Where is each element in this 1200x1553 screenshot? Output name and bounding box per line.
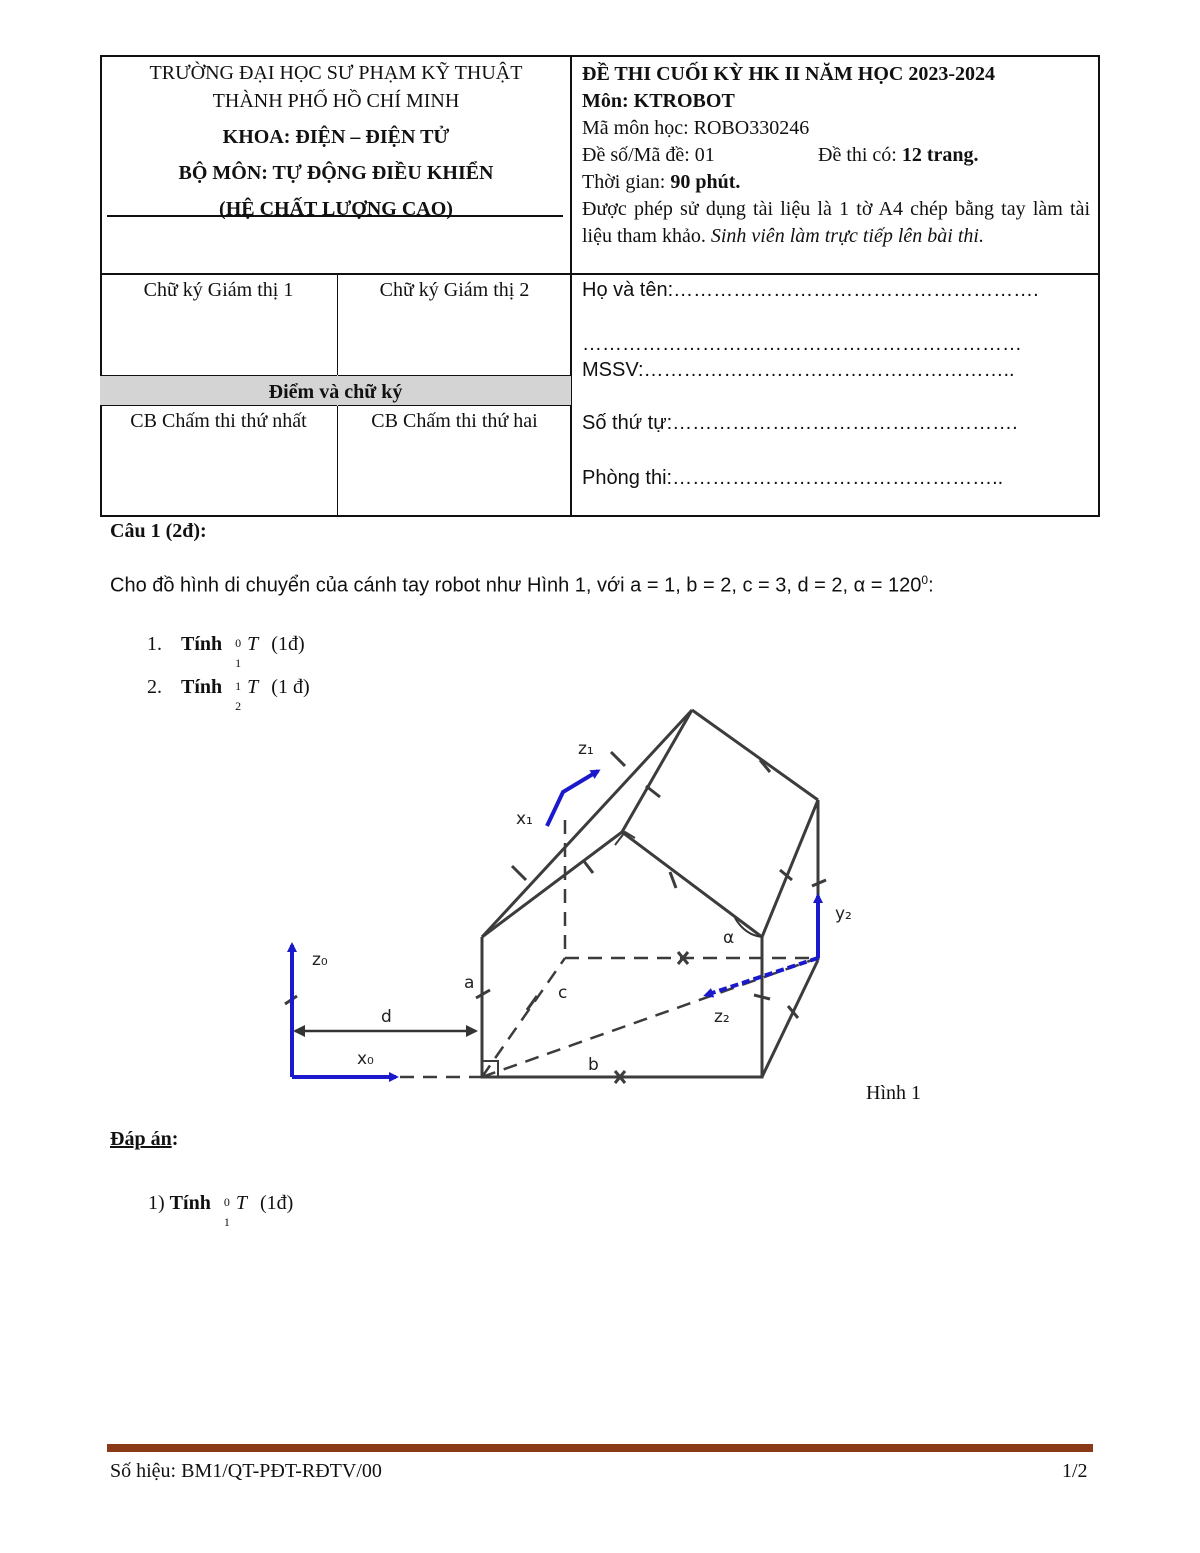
proctor2-label: Chữ ký Giám thị 2 xyxy=(379,279,530,301)
footer-page-number: 1/2 xyxy=(1062,1460,1088,1482)
transform-sup: 0 xyxy=(223,1195,230,1209)
faculty-name: KHOA: ĐIỆN – ĐIỆN TỬ xyxy=(222,126,450,148)
task-points: (1đ) xyxy=(271,633,305,655)
exam-rules: Được phép sử dụng tài liệu là 1 tờ A4 chép bằng tay làm tài liệu tham khảo. xyxy=(582,198,1090,247)
time-label: Thời gian: xyxy=(582,171,666,193)
label-z2: z₂ xyxy=(714,1007,730,1027)
answer-heading xyxy=(110,1128,178,1151)
transform-sub: 1 xyxy=(223,1215,230,1229)
answer-title: Đáp án xyxy=(110,1128,172,1150)
school-name-line1: TRƯỜNG ĐẠI HỌC SƯ PHẠM KỸ THUẬT xyxy=(149,62,523,84)
department-name: BỘ MÔN: TỰ ĐỘNG ĐIỀU KHIỂN xyxy=(178,162,494,184)
question-text-sup: 0 xyxy=(921,573,929,587)
label-d: d xyxy=(381,1007,392,1027)
pages-value: 12 trang. xyxy=(901,144,979,166)
program-name: (HỆ CHẤT LƯỢNG CAO) xyxy=(219,198,453,220)
grader2-label: CB Chấm thi thứ hai xyxy=(371,410,538,432)
transform-symbol: T xyxy=(247,633,259,655)
figure-caption: Hình 1 xyxy=(866,1082,921,1104)
course-code: Mã môn học: ROBO330246 xyxy=(582,117,810,139)
transform-sub: 2 xyxy=(235,699,242,713)
subject: Môn: KTROBOT xyxy=(582,90,735,112)
question-title: Câu 1 (2đ): xyxy=(110,520,207,542)
label-c: c xyxy=(558,983,568,1003)
label-z0: z₀ xyxy=(312,950,328,970)
label-b: b xyxy=(588,1055,599,1075)
label-z1: z₁ xyxy=(578,739,594,759)
answer-colon: : xyxy=(171,1128,179,1150)
frame-dashed-lines xyxy=(400,820,818,1077)
transform-sup: 0 xyxy=(235,636,242,650)
label-x0: x₀ xyxy=(357,1049,374,1069)
student-name-field-2: ………………………………………………………… xyxy=(582,333,1022,355)
exam-rules-italic: Sinh viên làm trực tiếp lên bài thi. xyxy=(710,225,984,247)
transform-symbol: T xyxy=(247,676,259,698)
footer-doc-code: Số hiệu: BM1/QT-PĐT-RĐTV/00 xyxy=(110,1460,382,1482)
label-a: a xyxy=(464,973,475,993)
task-number: 1. xyxy=(147,633,162,655)
score-label: Điểm và chữ ký xyxy=(268,381,403,403)
proctor1-label: Chữ ký Giám thị 1 xyxy=(143,279,294,301)
student-id-field: MSSV:……………………………………………….. xyxy=(582,359,1015,381)
answer-points: (1đ) xyxy=(259,1192,294,1214)
label-alpha: α xyxy=(723,928,735,948)
answer-number: 1) xyxy=(148,1192,165,1214)
school-name-line2: THÀNH PHỐ HỒ CHÍ MINH xyxy=(212,90,460,112)
task-label: Tính xyxy=(181,633,223,655)
grader1-label: CB Chấm thi thứ nhất xyxy=(130,410,307,432)
exam-room-field: Phòng thi:………………………………………….. xyxy=(582,467,1004,489)
task-number: 2. xyxy=(147,676,162,698)
question-text-main: Cho đồ hình di chuyển của cánh tay robot như Hình 1, với a = 1, b = 2, c = 3, d = 2, α = 120 xyxy=(110,574,922,597)
transform-sub: 1 xyxy=(235,656,242,670)
exam-title: ĐỀ THI CUỐI KỲ HK II NĂM HỌC 2023-2024 xyxy=(582,63,995,85)
pages-label: Đề thi có: xyxy=(818,144,897,166)
task-label: Tính xyxy=(181,676,223,698)
time-value: 90 phút. xyxy=(670,171,741,193)
label-y2: y₂ xyxy=(835,904,852,924)
seat-number-field: Số thứ tự:……………………………………………. xyxy=(582,412,1018,434)
answer-item-1 xyxy=(148,1192,294,1229)
answer-label: Tính xyxy=(169,1192,211,1214)
student-name-field: Họ và tên:………………………………………………. xyxy=(582,279,1039,301)
frame-solid-lines xyxy=(482,710,818,1077)
exam-number: Đề số/Mã đề: 01 xyxy=(582,144,715,166)
label-x1: x₁ xyxy=(516,809,533,829)
transform-sup: 1 xyxy=(235,679,242,693)
transform-symbol: T xyxy=(235,1192,247,1214)
question-text-suffix: : xyxy=(928,574,934,597)
footer-divider xyxy=(107,1444,1093,1452)
task-points: (1 đ) xyxy=(271,676,310,698)
tick-marks xyxy=(285,752,826,1083)
